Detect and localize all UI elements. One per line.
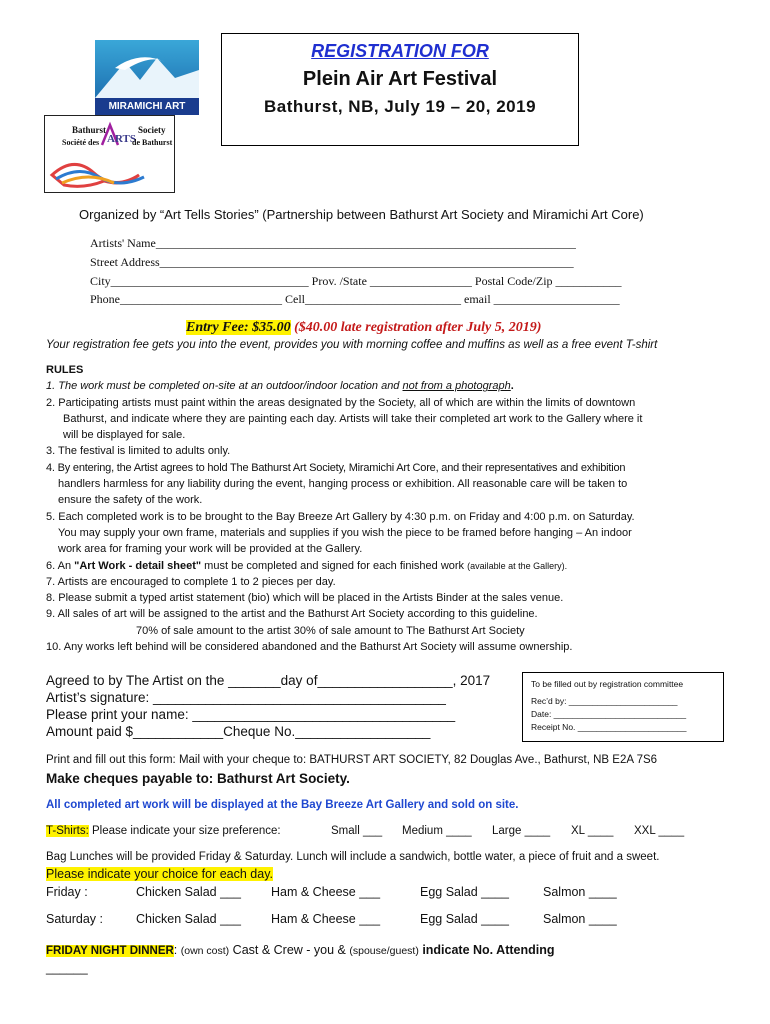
friday-salmon[interactable]: Salmon ____ (543, 885, 617, 899)
date-field[interactable]: Date: ____________________________ (531, 709, 687, 719)
rule-2-cont2: will be displayed for sale. (63, 429, 186, 442)
artist-name-field[interactable]: Artists' Name______________________________________________________________________ (90, 236, 576, 250)
rule-7: 7. Artists are encouraged to complete 1 to 2 pieces per day. (46, 575, 336, 588)
saturday-label: Saturday : (46, 912, 103, 926)
friday-dinner-row: FRIDAY NIGHT DINNER: (own cost) Cast & Crew - you & (spouse/guest) indicate No. Attending (46, 943, 555, 957)
rule-8: 8. Please submit a typed artist statement (bio) which will be placed in the Artists Binder at the sales venue. (46, 592, 564, 605)
registration-for-heading: REGISTRATION FOR (311, 41, 489, 61)
tshirt-medium[interactable]: Medium ____ (402, 825, 472, 837)
tshirt-large[interactable]: Large ____ (492, 825, 551, 837)
amount-paid-field[interactable]: Amount paid $____________Cheque No.__________________ (46, 724, 431, 739)
logo2-text-4: ARTS (107, 133, 136, 145)
friday-egg[interactable]: Egg Salad ____ (420, 885, 509, 899)
rule-5: 5. Each completed work is to be brought to the Bay Breeze Art Gallery by 4:30 p.m. on Friday and 4:00 p.m. on Saturday. (46, 510, 635, 523)
print-name-field[interactable]: Please print your name: ___________________________________ (46, 707, 456, 722)
saturday-chicken[interactable]: Chicken Salad ___ (136, 912, 241, 926)
friday-label: Friday : (46, 885, 88, 899)
organized-by: Organized by “Art Tells Stories” (Partnership between Bathurst Art Society and Miramichi Art Core) (79, 207, 644, 222)
friday-chicken[interactable]: Chicken Salad ___ (136, 885, 241, 899)
saturday-egg[interactable]: Egg Salad ____ (420, 912, 509, 926)
late-fee: ($40.00 late registration after July 5, 2019) (294, 320, 542, 335)
receipt-no-field[interactable]: Receipt No. _______________________ (531, 722, 687, 732)
dinner-attending-blank[interactable]: ______ (46, 961, 88, 975)
friday-dinner-label: FRIDAY NIGHT DINNER (46, 945, 174, 957)
rule-3: 3. The festival is limited to adults only. (46, 445, 231, 458)
recd-by-field[interactable]: Rec’d by: _______________________ (531, 696, 678, 706)
logo2-text-5: de Bathurst (132, 138, 173, 147)
phone-cell-email-field[interactable]: Phone___________________________ Cell__________________________ email _____________________ (90, 292, 620, 306)
tshirt-xxl[interactable]: XXL ____ (634, 825, 685, 837)
rule-5-cont: You may supply your own frame, materials and supplies if you wish the piece to be framed before hanging – An indoor (58, 526, 632, 539)
agreed-field[interactable]: Agreed to by The Artist on the _______day of__________________, 2017 (46, 673, 491, 688)
friday-ham[interactable]: Ham & Cheese ___ (271, 885, 381, 899)
logo2-text-2: Society (138, 125, 166, 135)
mail-instructions: Print and fill out this form: Mail with your cheque to: BATHURST ART SOCIETY, 82 Douglas Ave., Bathurst, NB E2A 7S6 (46, 754, 658, 766)
lunch-choose: Please indicate your choice for each day. (46, 867, 273, 881)
rules-section (46, 362, 736, 655)
rule-4: 4. By entering, the Artist agrees to hold The Bathurst Art Society, Miramichi Art Core, and their representatives and exhibition (46, 461, 626, 474)
logo1-text: MIRAMICHI ART (108, 101, 186, 112)
festival-title: Plein Air Art Festival (302, 68, 498, 90)
logo2-text-3: Société des (62, 138, 100, 147)
city-prov-postal-field[interactable]: City_________________________________ Prov. /State _________________ Postal Code/Zip ___________ (90, 274, 622, 288)
tshirt-small[interactable]: Small ___ (331, 825, 383, 837)
rule-9: 9. All sales of art will be assigned to the artist and the Bathurst Art Society according to this guideline. (46, 608, 538, 621)
lunch-note: Bag Lunches will be provided Friday & Saturday. Lunch will include a sandwich, bottle water, a piece of fruit and a sweet. (46, 851, 660, 863)
rule-10: 10. Any works left behind will be considered abandoned and the Bathurst Art Society will assume ownership. (46, 641, 573, 654)
rule-1: 1. The work must be completed on-site at an outdoor/indoor location and not from a photograph. (46, 380, 514, 393)
entry-fee: Entry Fee: $35.00 (186, 320, 291, 335)
agreement-section (46, 672, 490, 740)
logo2-text-1: Bathurst (72, 125, 107, 135)
rule-2-cont: Bathurst, and indicate where they are painting each day. Artists will take their completed art work to the Gallery where it (63, 412, 643, 425)
rules-heading: RULES (46, 364, 84, 376)
street-address-field[interactable]: Street Address_____________________________________________________________________ (90, 255, 574, 269)
signature-field[interactable]: Artist’s signature: _______________________________________ (46, 690, 446, 705)
tshirt-label: T-Shirts: (46, 825, 89, 837)
rule-6: 6. An "Art Work - detail sheet" must be completed and signed for each finished work (available at the Gallery). (46, 559, 568, 572)
sale-split: 70% of sale amount to the artist 30% of sale amount to The Bathurst Art Society (136, 624, 525, 637)
miramichi-art-core-logo (95, 40, 199, 115)
bathurst-art-society-logo (44, 115, 175, 193)
committee-title: To be filled out by registration committee (531, 679, 684, 689)
rule-4-cont: handlers harmless for any liability during the event, hanging process or exhibition. All reasonable care will be taken to (58, 478, 628, 491)
tshirt-prompt: Please indicate your size preference: (88, 825, 281, 837)
rule-2: 2. Participating artists must paint within the areas designated by the Society, all of which are within the limits of downtown (46, 396, 636, 409)
location-date: Bathurst, NB, July 19 – 20, 2019 (263, 97, 537, 116)
cheques-payable: Make cheques payable to: Bathurst Art Society. (46, 771, 350, 786)
tshirt-xl[interactable]: XL ____ (571, 825, 614, 837)
title-box (221, 33, 579, 146)
saturday-ham[interactable]: Ham & Cheese ___ (271, 912, 381, 926)
saturday-salmon[interactable]: Salmon ____ (543, 912, 617, 926)
entry-fee-line (186, 320, 541, 336)
display-note: All completed art work will be displayed at the Bay Breeze Art Gallery and sold on site. (46, 799, 519, 811)
committee-box (522, 672, 724, 742)
rule-4-cont2: ensure the safety of the work. (58, 494, 203, 507)
tshirt-row (46, 825, 281, 837)
fee-note: Your registration fee gets you into the event, provides you with morning coffee and muffins as well as a free event T-shirt (46, 339, 658, 351)
rule-5-cont2: work area for framing your work will be provided at the Gallery. (58, 543, 363, 556)
